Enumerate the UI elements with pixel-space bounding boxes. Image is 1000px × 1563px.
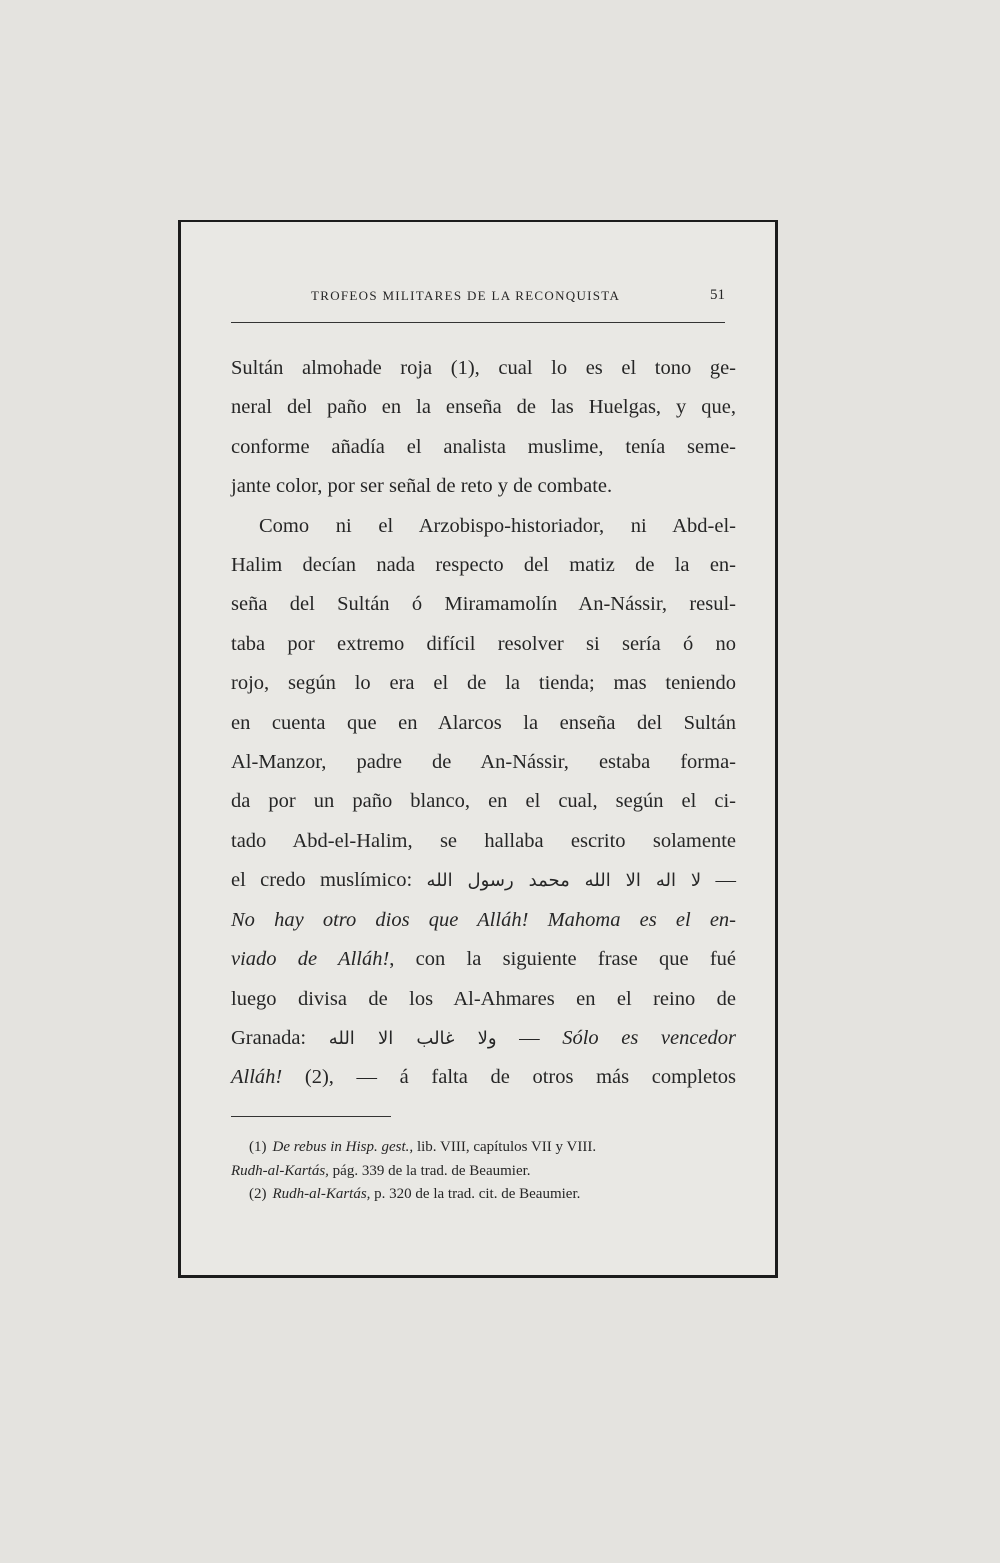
footnotes <box>231 1136 736 1207</box>
footnote-rule <box>231 1116 391 1117</box>
text-line: Al-Manzor, padre de An-Nássir, estaba forma- <box>231 751 736 774</box>
arabic-motto: ولا غالب الا الله <box>328 1027 497 1049</box>
header-rule <box>231 322 725 323</box>
dash: — <box>715 869 737 892</box>
text-line: luego divisa de los Al-Ahmares en el reino de <box>231 987 736 1010</box>
credo-label: el credo muslímico: <box>231 869 413 892</box>
footnote-title: Rudh-al-Kartás, <box>231 1162 329 1179</box>
text-line: rojo, según lo era el de la tienda; mas teniendo <box>231 672 736 695</box>
text-line: conforme añadía el analista muslime, tenía seme- <box>231 435 736 458</box>
italic-translation: No hay otro dios que Alláh! Mahoma es el en- <box>231 908 736 931</box>
text-line: en cuenta que en Alarcos la enseña del Sultán <box>231 711 736 734</box>
footnote-marker: (2) <box>249 1186 267 1202</box>
text-line-credo <box>231 861 736 900</box>
text-line: neral del paño en la enseña de las Huelgas, y que, <box>231 396 736 419</box>
running-title: TROFEOS MILITARES DE LA RECONQUISTA <box>311 288 621 303</box>
italic-translation: Alláh! <box>231 1066 283 1089</box>
text-line <box>231 901 736 940</box>
text-line <box>231 1058 736 1097</box>
text-line: taba por extremo difícil resolver si sería ó no <box>231 632 736 655</box>
page-frame <box>178 220 778 1278</box>
text-line: jante color, por ser señal de reto y de combate. <box>231 475 613 498</box>
italic-translation: Sólo es vencedor <box>562 1026 737 1049</box>
footnote-2 <box>231 1183 736 1207</box>
text-line: tado Abd-el-Halim, se hallaba escrito solamente <box>231 829 736 852</box>
footnote-title: De rebus in Hisp. gest., <box>272 1139 414 1155</box>
footnote-text: p. 320 de la trad. cit. de Beaumier. <box>374 1186 581 1202</box>
footnote-1-cont <box>231 1160 736 1184</box>
page-number: 51 <box>710 287 725 303</box>
running-head <box>231 288 725 308</box>
text-line: Sultán almohade roja (1), cual lo es el tono ge- <box>231 357 736 379</box>
footnote-title: Rudh-al-Kartás, <box>272 1186 371 1202</box>
line-rest: , con la siguiente frase que fué <box>389 948 737 971</box>
text-line: da por un paño blanco, en el cual, según el ci- <box>231 790 736 813</box>
granada-label: Granada: <box>231 1026 307 1049</box>
text-line: seña del Sultán ó Miramamolín An-Nássir, resul- <box>231 593 736 616</box>
footnote-text: lib. VIII, capítulos VII y VIII. <box>416 1139 597 1155</box>
dash: — <box>519 1026 540 1049</box>
line-rest: (2), — á falta de otros más completos <box>304 1066 736 1089</box>
footnote-1 <box>231 1136 736 1160</box>
text-line: Halim decían nada respecto del matiz de la en- <box>231 554 736 577</box>
text-line <box>231 940 736 979</box>
arabic-credo: لا اله الا الله محمد رسول الله <box>426 870 702 892</box>
italic-translation: viado de Alláh! <box>231 948 390 971</box>
text-line: Como ni el Arzobispo-historiador, ni Abd-el- <box>259 514 736 537</box>
text-line-motto <box>231 1019 736 1058</box>
footnote-text: pág. 339 de la trad. de Beaumier. <box>332 1162 531 1179</box>
footnote-marker: (1) <box>249 1139 267 1155</box>
body-text <box>231 349 736 1098</box>
